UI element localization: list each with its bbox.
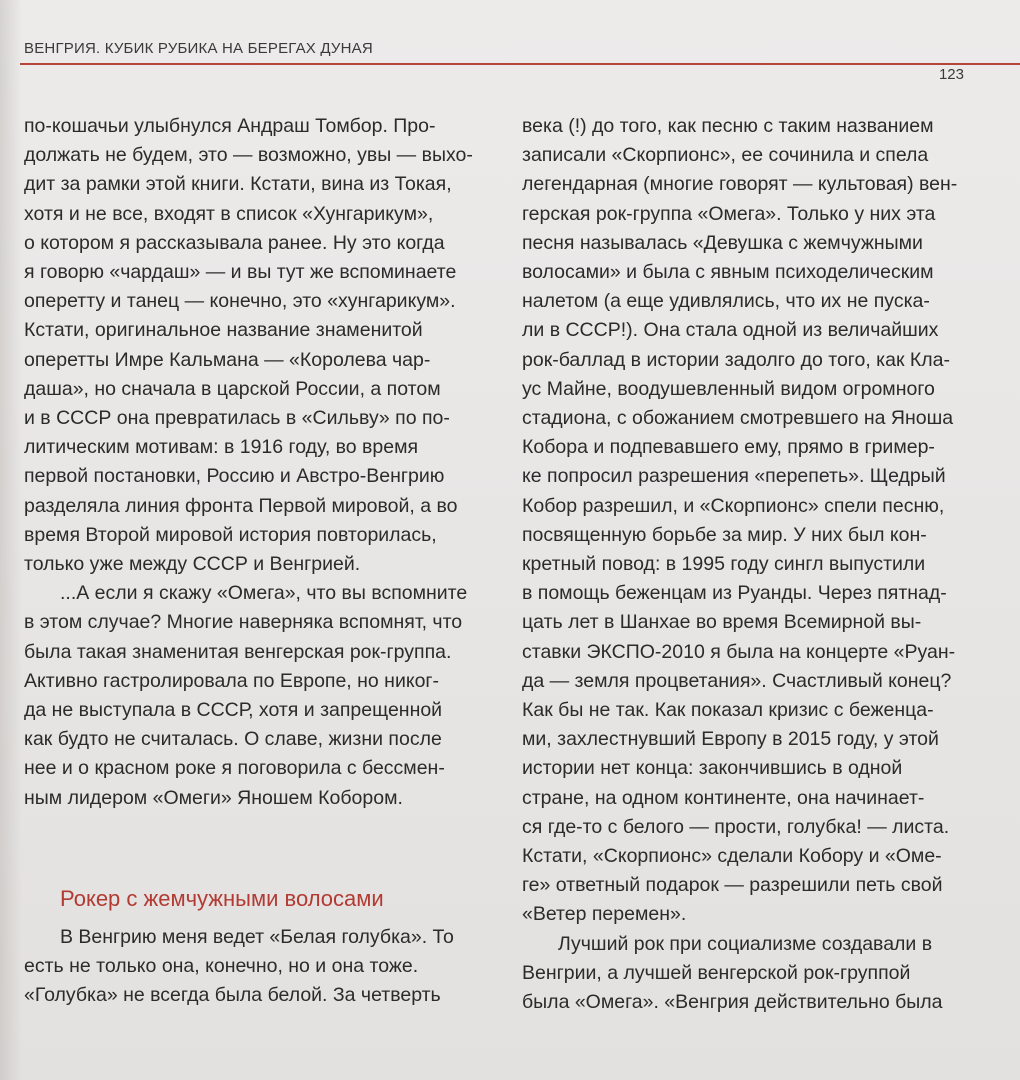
section-heading: Рокер с жемчужными волосами (60, 885, 384, 911)
paragraph-right-1: века (!) до того, как песню с таким названием записали «Скорпионс», ее сочинила и спела легендарная (многие говорят — культовая) вен- герская рок-группа «Омега». Только у них эта песня называлась «Девушка с жемчужными волосами» и была с явным психоделическим налетом (а еще удивлялись, что их не пуска- ли в СССР!). Она стала одной из величайших рок-баллад в истории задолго до того, как Кла- ус Майне, воодушевленный видом огромного стадиона, с обожанием смотревшего на Яноша Кобора и подпевавшего ему, прямо в гример- ке попросил разрешения «перепеть». Щедрый Кобор разрешил, и «Скорпионс» спели песню, посвященную борьбе за мир. У них был кон- кретный повод: в 1995 году сингл выпустили в помощь беженцам из Руанды. Через пятнад- цать лет в Шанхае во время Всемирной вы- ставки ЭКСПО-2010 я была на концерте «Руан- да — земля процветания». Счастливый конец? Как бы не так. Как показал кризис с беженца- ми, захлестнувший Европу в 2015 году, у этой истории нет конца: закончившись в одной стране, на одном континенте, она начинает- ся где-то с белого — прости, голубка! — листа. Кстати, «Скорпионс» сделали Кобору и «Оме- ге» ответный подарок — разрешили петь свой «Ветер перемен». (522, 115, 958, 926)
paragraph-left-2: ...А если я скажу «Омега», что вы вспомните в этом случае? Многие наверняка вспомнят, что была такая знаменитая венгерская рок-группа. Активно гастролировала по Европе, но никог- да не выступала в СССР, хотя и запрещенной как будто не считалась. О славе, жизни после нее и о красном роке я поговорила с бессмен- ным лидером «Омеги» Яношем Кобором. (24, 582, 468, 809)
left-column (24, 112, 494, 1010)
header-rule (20, 63, 1020, 65)
paragraph-right-2: Лучший рок при социализме создавали в Венгрии, а лучшей венгерской рок-группой была «Омега». «Венгрия действительно была (522, 932, 943, 1014)
page-number: 123 (938, 66, 964, 83)
paragraph-left-1: по-кошачьи улыбнулся Андраш Томбор. Про- должать не будем, это — возможно, увы — выхо- дит за рамки этой книги. Кстати, вина из Токая, хотя и не все, входят в список «Хунгарикум», о котором я рассказывала ранее. Ну это когда я говорю «чардаш» — и вы тут же вспоминаете оперетту и танец — конечно, это «хунгарикум». Кстати, оригинальное название знаменитой оперетты Имре Кальмана — «Королева чар- даша», но сначала в царской России, а потом и в СССР она превратилась в «Сильву» по по- литическим мотивам: в 1916 году, во время первой постановки, Россию и Австро-Венгрию разделяла линия фронта Первой мировой, а во время Второй мировой история повторилась, только уже между СССР и Венгрией. (24, 115, 473, 576)
page-gutter-shadow (0, 0, 22, 1080)
right-column (522, 112, 970, 1017)
paragraph-left-3: В Венгрию меня ведет «Белая голубка». То есть не только она, конечно, но и она тоже. «Голубка» не всегда была белой. За четверть (24, 925, 454, 1007)
running-head-title: ВЕНГРИЯ. КУБИК РУБИКА НА БЕРЕГАХ ДУНАЯ (24, 40, 373, 57)
